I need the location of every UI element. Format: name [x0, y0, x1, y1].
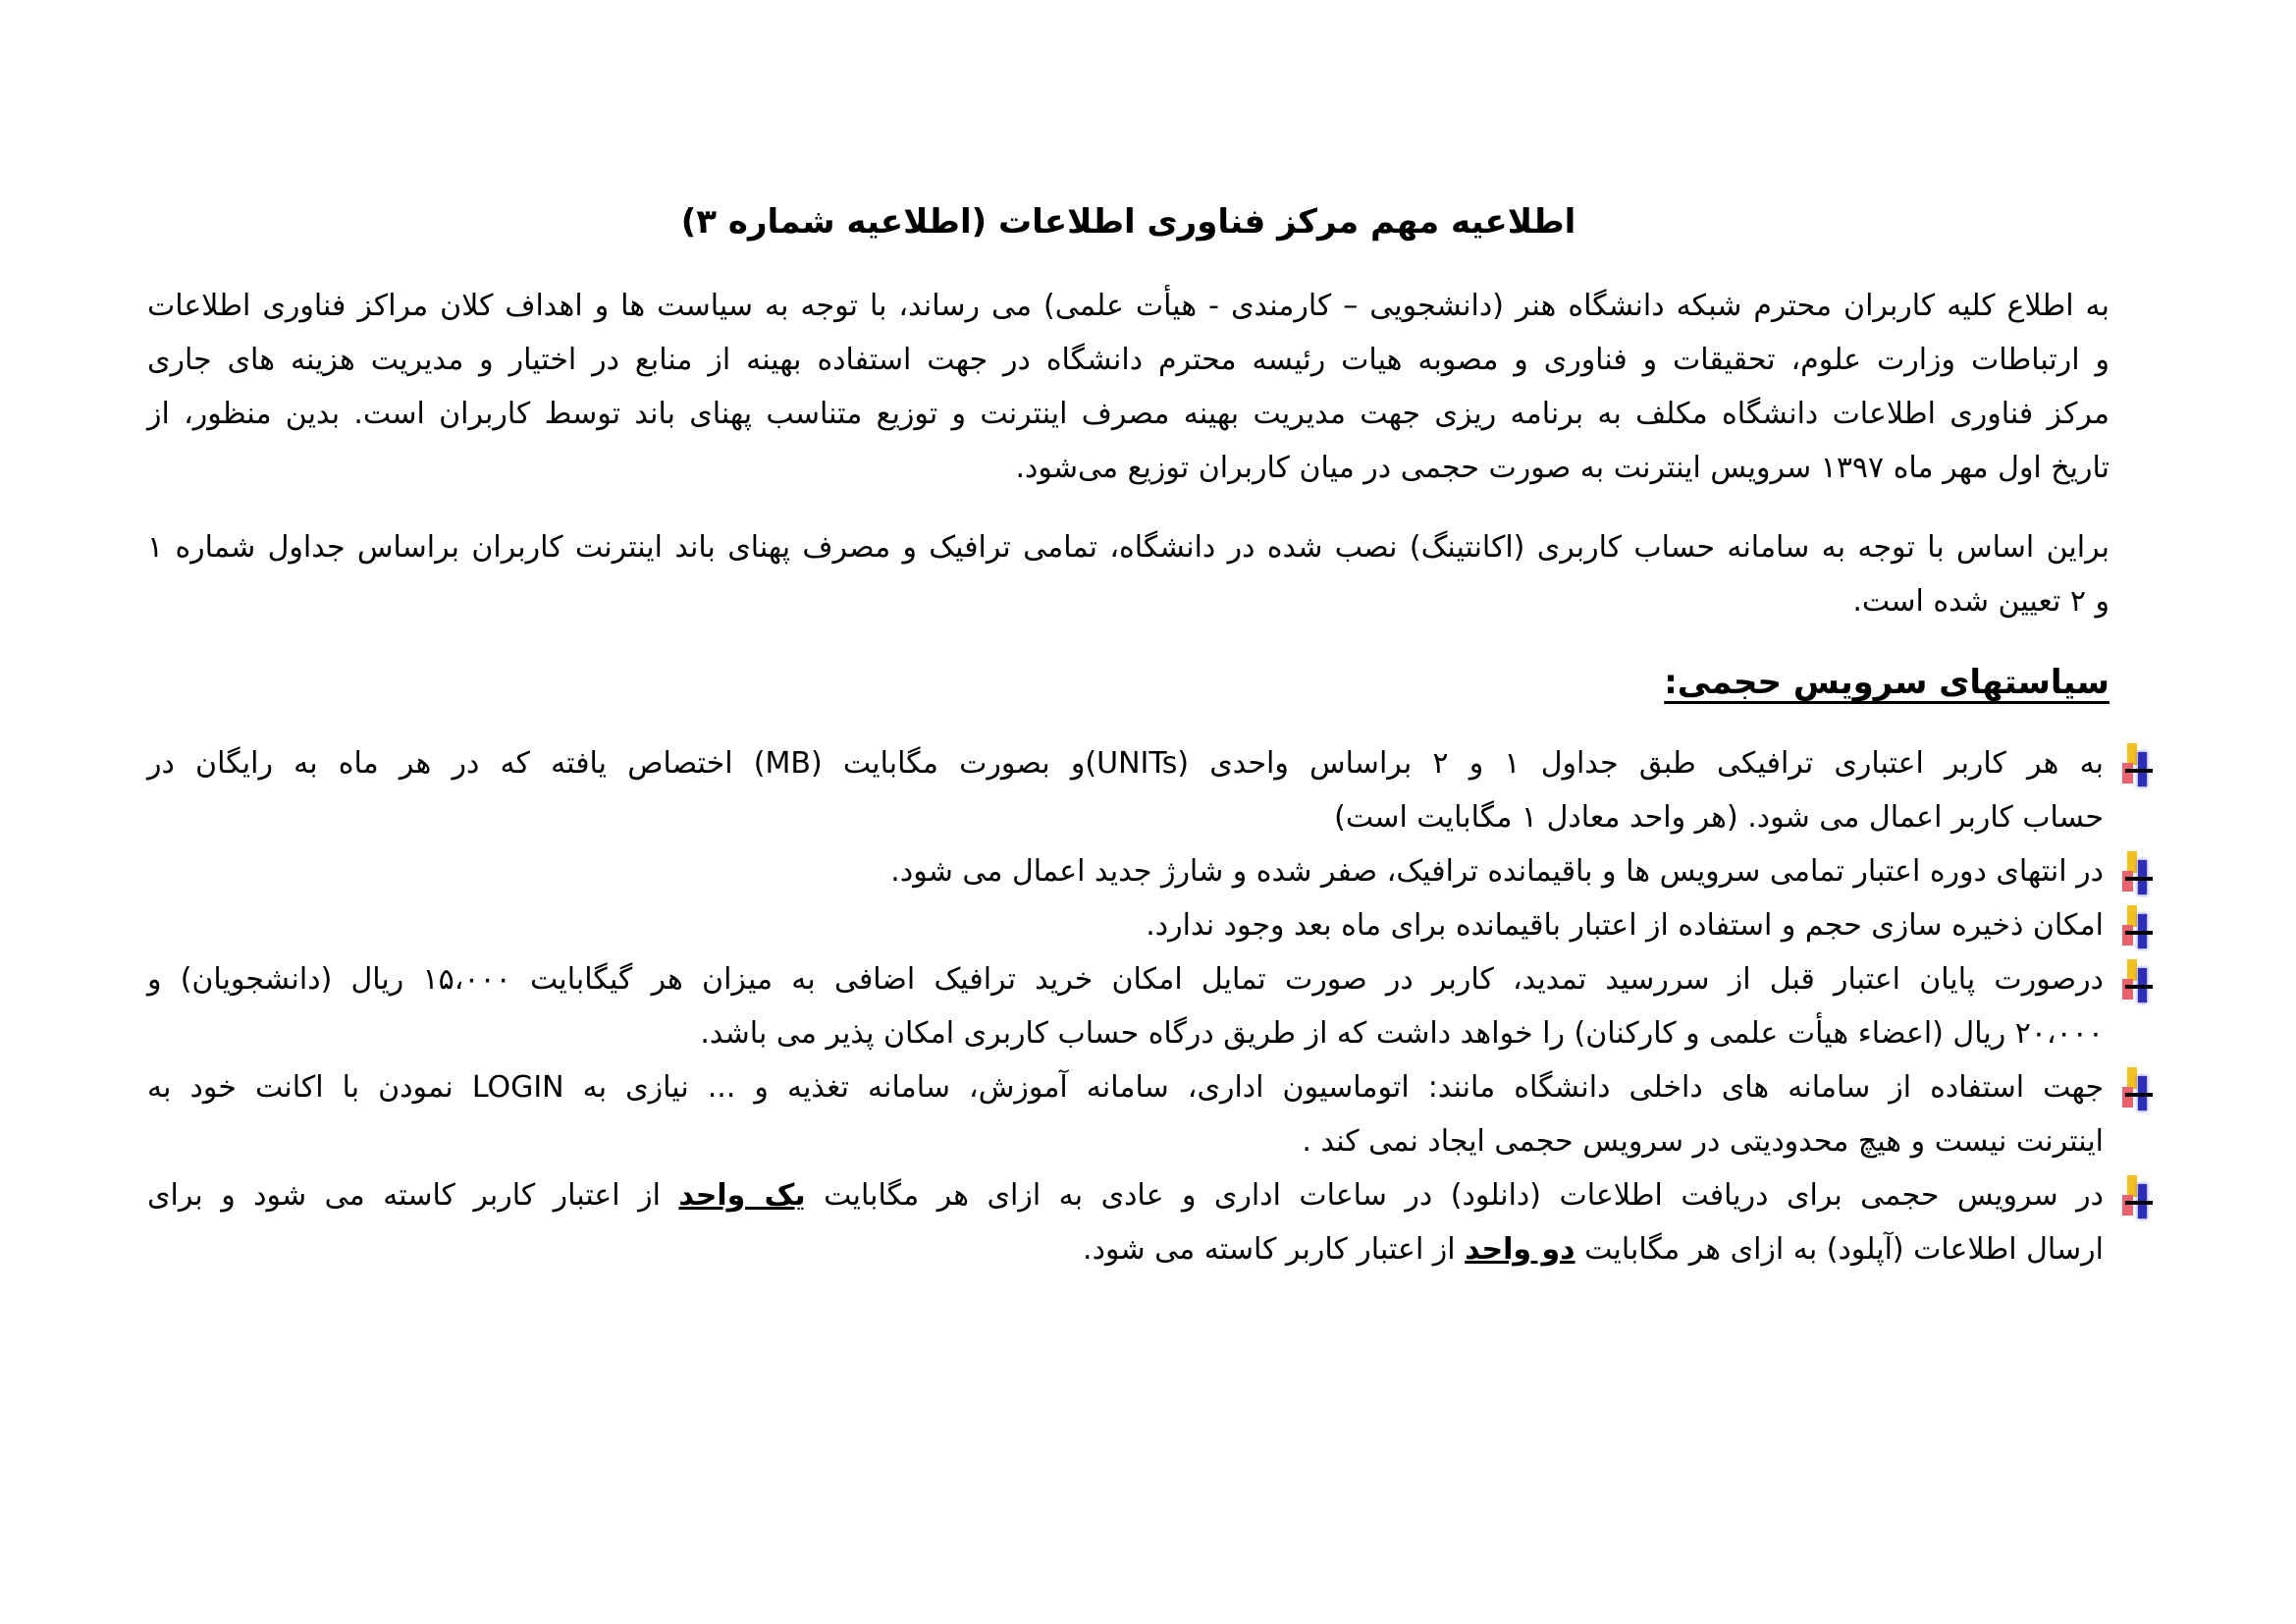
bullet-item-internal-systems: [147, 1060, 2149, 1168]
document-title: اطلاعیه مهم مرکز فناوری اطلاعات (اطلاعیه شماره ۳): [680, 202, 1576, 242]
section-heading-volume-service-policies: سیاستهای سرویس حجمی:: [1664, 663, 2109, 702]
colored-chart-bullet-icon: [2117, 743, 2149, 790]
text-segment: در سرویس حجمی برای دریافت اطلاعات (دانلود) در ساعات اداری و عادی به ازای هر مگابایت: [805, 1178, 2104, 1213]
text-segment: درصورت پایان اعتبار قبل از سررسید تمدید، کاربر در صورت تمایل امکان خرید ترافیک اضافی به میزان هر گیگابایت ۱۵،۰۰۰ ریال (دانشجویان) و: [147, 962, 2104, 997]
text-segment: جهت استفاده از سامانه های داخلی دانشگاه مانند: اتوماسیون اداری، سامانه آموزش، سامانه تغذیه و ... نیازی به LOGIN نمودن با اکانت خود به: [147, 1070, 2104, 1105]
bullet-line: [147, 952, 2104, 1006]
policy-bullet-list: [147, 736, 2109, 1276]
paragraph-line: [147, 441, 2109, 495]
text-segment: از اعتبار کاربر کاسته می شود.: [1083, 1232, 1466, 1267]
bullet-text: [147, 952, 2104, 1060]
bullet-line: [147, 790, 2104, 844]
paragraph-line: [147, 387, 2109, 441]
paragraph-line: [147, 333, 2109, 387]
bullet-item-no-carryover: [147, 898, 2149, 952]
bullet-text: [147, 844, 2104, 898]
text-segment: حساب کاربر اعمال می شود. (هر واحد معادل ۱ مگابایت است): [1334, 800, 2104, 835]
paragraph-line: [147, 279, 2109, 333]
bullet-line: [147, 1114, 2104, 1168]
colored-chart-bullet-icon: [2117, 1067, 2149, 1114]
colored-chart-bullet-icon: [2117, 1175, 2149, 1222]
paragraph-intro: [147, 279, 2109, 495]
text-segment: ۲۰،۰۰۰ ریال (اعضاء هیأت علمی و کارکنان) را خواهد داشت که از طریق درگاه حساب کاربری امکان پذیر می باشد.: [700, 1016, 2104, 1051]
emphasized-text: یک واحد: [678, 1178, 806, 1213]
text-segment: امکان ذخیره سازی حجم و استفاده از اعتبار باقیمانده برای ماه بعد وجود ندارد.: [1146, 908, 2104, 943]
text-segment: در انتهای دوره اعتبار تمامی سرویس ها و باقیمانده ترافیک، صفر شده و شارژ جدید اعمال می شود.: [890, 854, 2104, 889]
text-segment: براین اساس با توجه به سامانه حساب کاربری (اکانتینگ) نصب شده در دانشگاه، تمامی ترافیک و مصرف پهنای باند اینترنت کاربران براساس جداول شماره ۱: [147, 530, 2109, 565]
text-segment: و ارتباطات وزارت علوم، تحقیقات و فناوری و مصوبه هیات رئیسه محترم دانشگاه در جهت استفاده بهینه از منابع در اختیار و مدیریت هزینه های جاری: [147, 343, 2109, 377]
bullet-item-download-upload-units: [147, 1168, 2149, 1276]
text-segment: تاریخ اول مهر ماه ۱۳۹۷ سرویس اینترنت به صورت حجمی در میان کاربران توزیع می‌شود.: [1015, 451, 2109, 485]
bullet-line: [147, 1222, 2104, 1276]
bullet-line: [147, 1168, 2104, 1222]
bullet-item-credit-reset: [147, 844, 2149, 898]
bullet-line: [147, 1060, 2104, 1114]
paragraph-accounting: [147, 520, 2109, 628]
bullet-line: [147, 736, 2104, 790]
bullet-text: [147, 736, 2104, 844]
text-segment: ارسال اطلاعات (آپلود) به ازای هر مگابایت: [1575, 1232, 2104, 1267]
text-segment: از اعتبار کاربر کاسته می شود و برای: [147, 1178, 679, 1213]
text-segment: و ۲ تعیین شده است.: [1852, 584, 2109, 619]
colored-chart-bullet-icon: [2117, 905, 2149, 952]
text-segment: اینترنت نیست و هیچ محدودیتی در سرویس حجمی ایجاد نمی کند .: [1302, 1124, 2104, 1159]
bullet-line: [147, 1006, 2104, 1060]
bullet-text: [147, 1168, 2104, 1276]
bullet-line: [147, 844, 2104, 898]
emphasized-text: دو واحد: [1465, 1232, 1575, 1267]
bullet-line: [147, 898, 2104, 952]
colored-chart-bullet-icon: [2117, 959, 2149, 1006]
paragraph-line: [147, 574, 2109, 628]
colored-chart-bullet-icon: [2117, 851, 2149, 898]
bullet-text: [147, 1060, 2104, 1168]
bullet-item-extra-traffic-purchase: [147, 952, 2149, 1060]
text-segment: به اطلاع کلیه کاربران محترم شبکه دانشگاه هنر (دانشجویی – کارمندی - هیأت علمی) می رساند، با توجه به سیاست ها و اهداف کلان مراکز فناوری اطلاعات: [147, 289, 2109, 323]
text-segment: مرکز فناوری اطلاعات دانشگاه مکلف به برنامه ریزی جهت مدیریت بهینه مصرف اینترنت و توزیع متناسب پهنای باند توسط کاربران است. بدین منظور، از: [147, 397, 2109, 431]
bullet-text: [147, 898, 2104, 952]
bullet-item-credit-allocation: [147, 736, 2149, 844]
paragraph-line: [147, 520, 2109, 574]
text-segment: به هر کاربر اعتباری ترافیکی طبق جداول ۱ و ۲ براساس واحدی (UNITs)و بصورت مگابایت (MB) اختصاص یافته که در هر ماه به رایگان در: [147, 746, 2105, 781]
